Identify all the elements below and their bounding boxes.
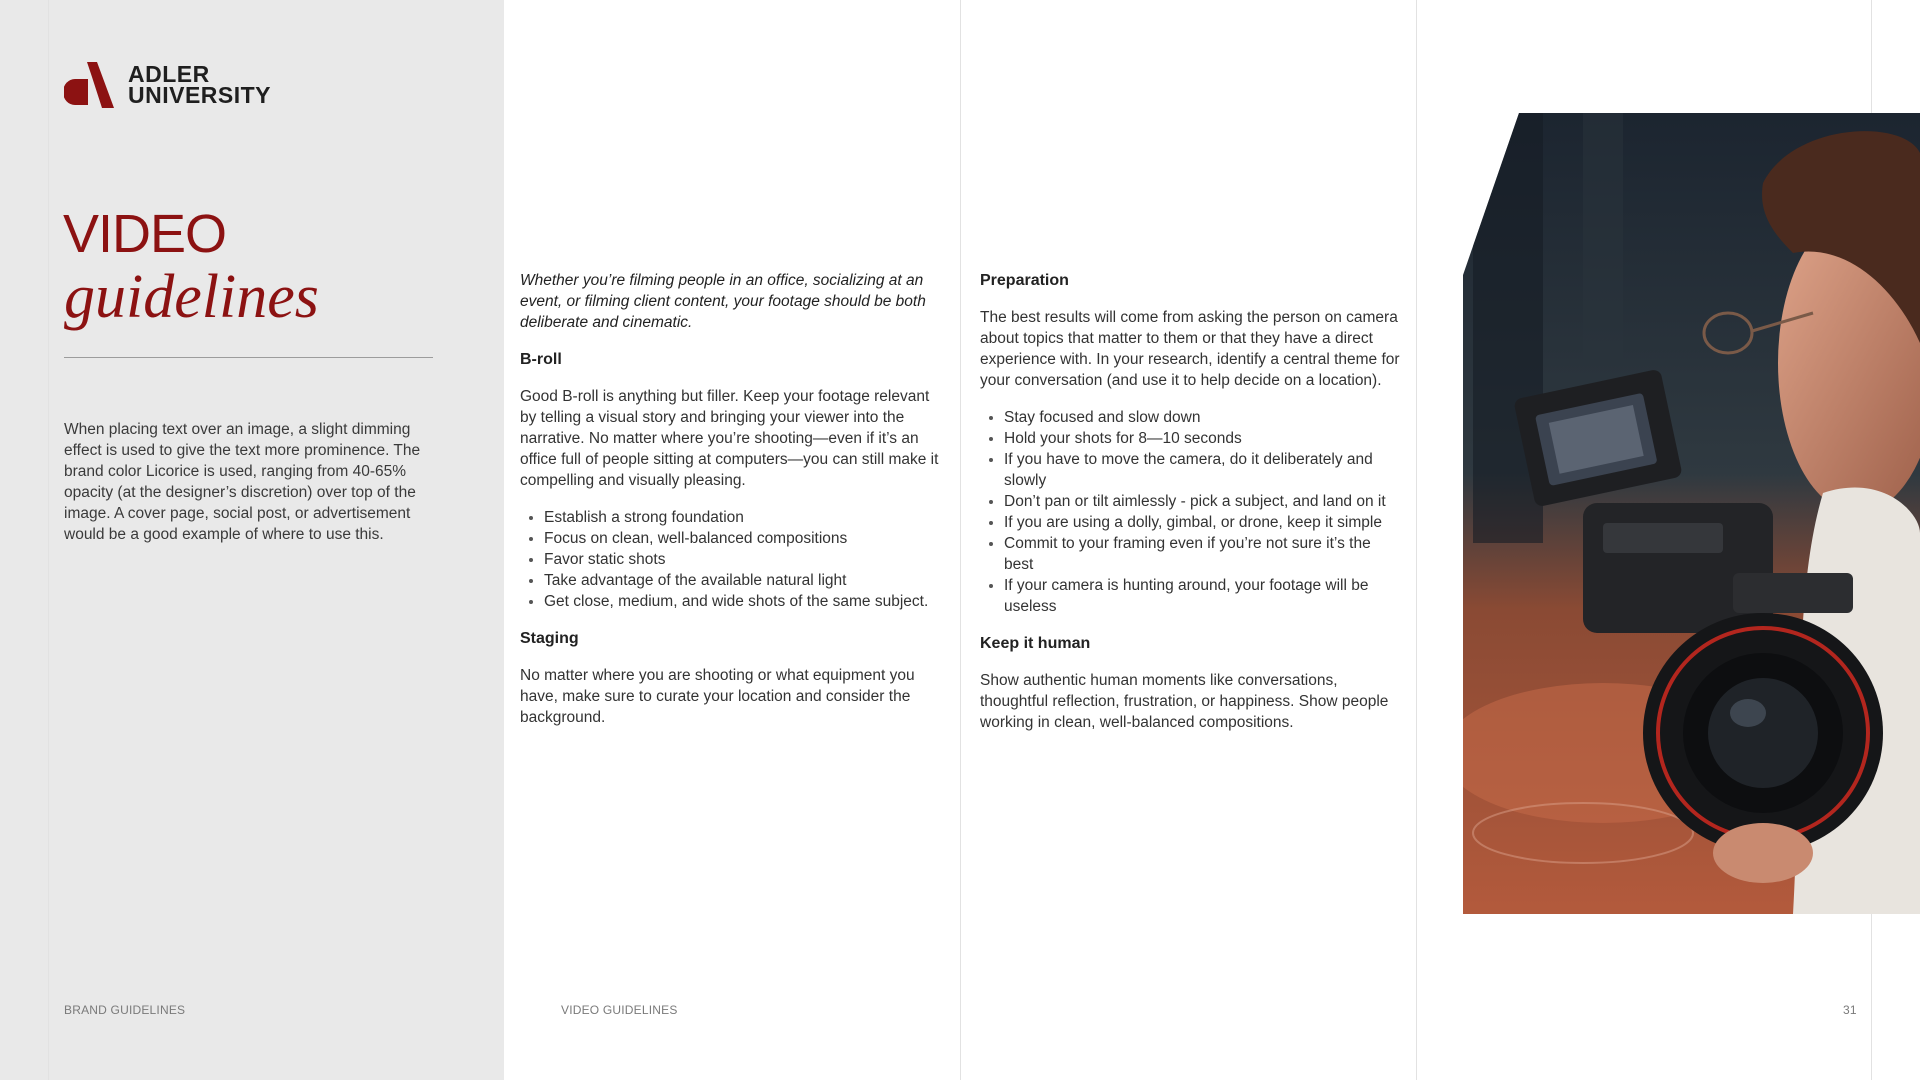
list-item: If you are using a dolly, gimbal, or drone, keep it simple (1004, 512, 1404, 533)
list-item: If you have to move the camera, do it deliberately and slowly (1004, 449, 1404, 491)
list-item: Get close, medium, and wide shots of the same subject. (544, 591, 945, 612)
page-number: 31 (1843, 1003, 1857, 1017)
page-title: VIDEO (63, 204, 227, 264)
list-item: Take advantage of the available natural light (544, 570, 945, 591)
logo-line-2: UNIVERSITY (128, 82, 272, 108)
footer-section-label: VIDEO GUIDELINES (561, 1003, 678, 1017)
logo-line-1: ADLER (128, 61, 210, 87)
column-guide (48, 0, 49, 1080)
broll-heading: B-roll (520, 351, 562, 368)
university-logo (64, 62, 271, 108)
sidebar-description: When placing text over an image, a slight dimming effect is used to give the text more prominence. The brand color Licorice is used, ranging from 40-65% opacity (at the designer’s discretion) over top of the image. A cover page, social post, or advertisement would be a good example of where to use this. (64, 421, 421, 543)
list-item: Favor static shots (544, 549, 945, 570)
keep-human-text: Show authentic human moments like conversations, thoughtful reflection, frustration, or happiness. Show people working in clean, well-balanced compositions. (980, 672, 1389, 731)
title-divider (64, 357, 433, 358)
preparation-heading: Preparation (980, 272, 1069, 289)
preparation-text: The best results will come from asking the person on camera about topics that matter to them or that they have a direct experience with. In your research, identify a central theme for your conversation (and use it to help decide on a location). (980, 309, 1400, 389)
footer-brand-label: BRAND GUIDELINES (64, 1003, 186, 1017)
staging-text: No matter where you are shooting or what equipment you have, make sure to curate your location and consider the background. (520, 667, 915, 726)
list-item: Don’t pan or tilt aimlessly - pick a subject, and land on it (1004, 491, 1404, 512)
list-item: Stay focused and slow down (1004, 407, 1404, 428)
preparation-list (980, 407, 1404, 617)
list-item: Hold your shots for 8—10 seconds (1004, 428, 1404, 449)
broll-list (520, 507, 945, 612)
list-item: If your camera is hunting around, your footage will be useless (1004, 575, 1404, 617)
intro-text: Whether you’re filming people in an office, socializing at an event, or filming client content, your footage should be both deliberate and cinematic. (520, 272, 926, 331)
keep-human-heading: Keep it human (980, 635, 1091, 652)
staging-heading: Staging (520, 630, 579, 647)
list-item: Focus on clean, well-balanced compositions (544, 528, 945, 549)
column-guide (960, 0, 961, 1080)
column-guide (1416, 0, 1417, 1080)
page-subtitle: guidelines (64, 263, 319, 331)
videographer-photo (1463, 113, 1920, 914)
logo-wordmark (128, 61, 272, 108)
content-column-2 (980, 270, 1404, 733)
adler-a-logo-icon (64, 62, 114, 108)
content-column-1 (520, 270, 945, 728)
broll-text: Good B-roll is anything but filler. Keep your footage relevant by telling a visual story and bringing your viewer into the narrative. No matter where you’re shooting—even if it’s an office full of people sitting at computers—you can still make it compelling and visually pleasing. (520, 388, 939, 489)
list-item: Commit to your framing even if you’re not sure it’s the best (1004, 533, 1404, 575)
list-item: Establish a strong foundation (544, 507, 945, 528)
